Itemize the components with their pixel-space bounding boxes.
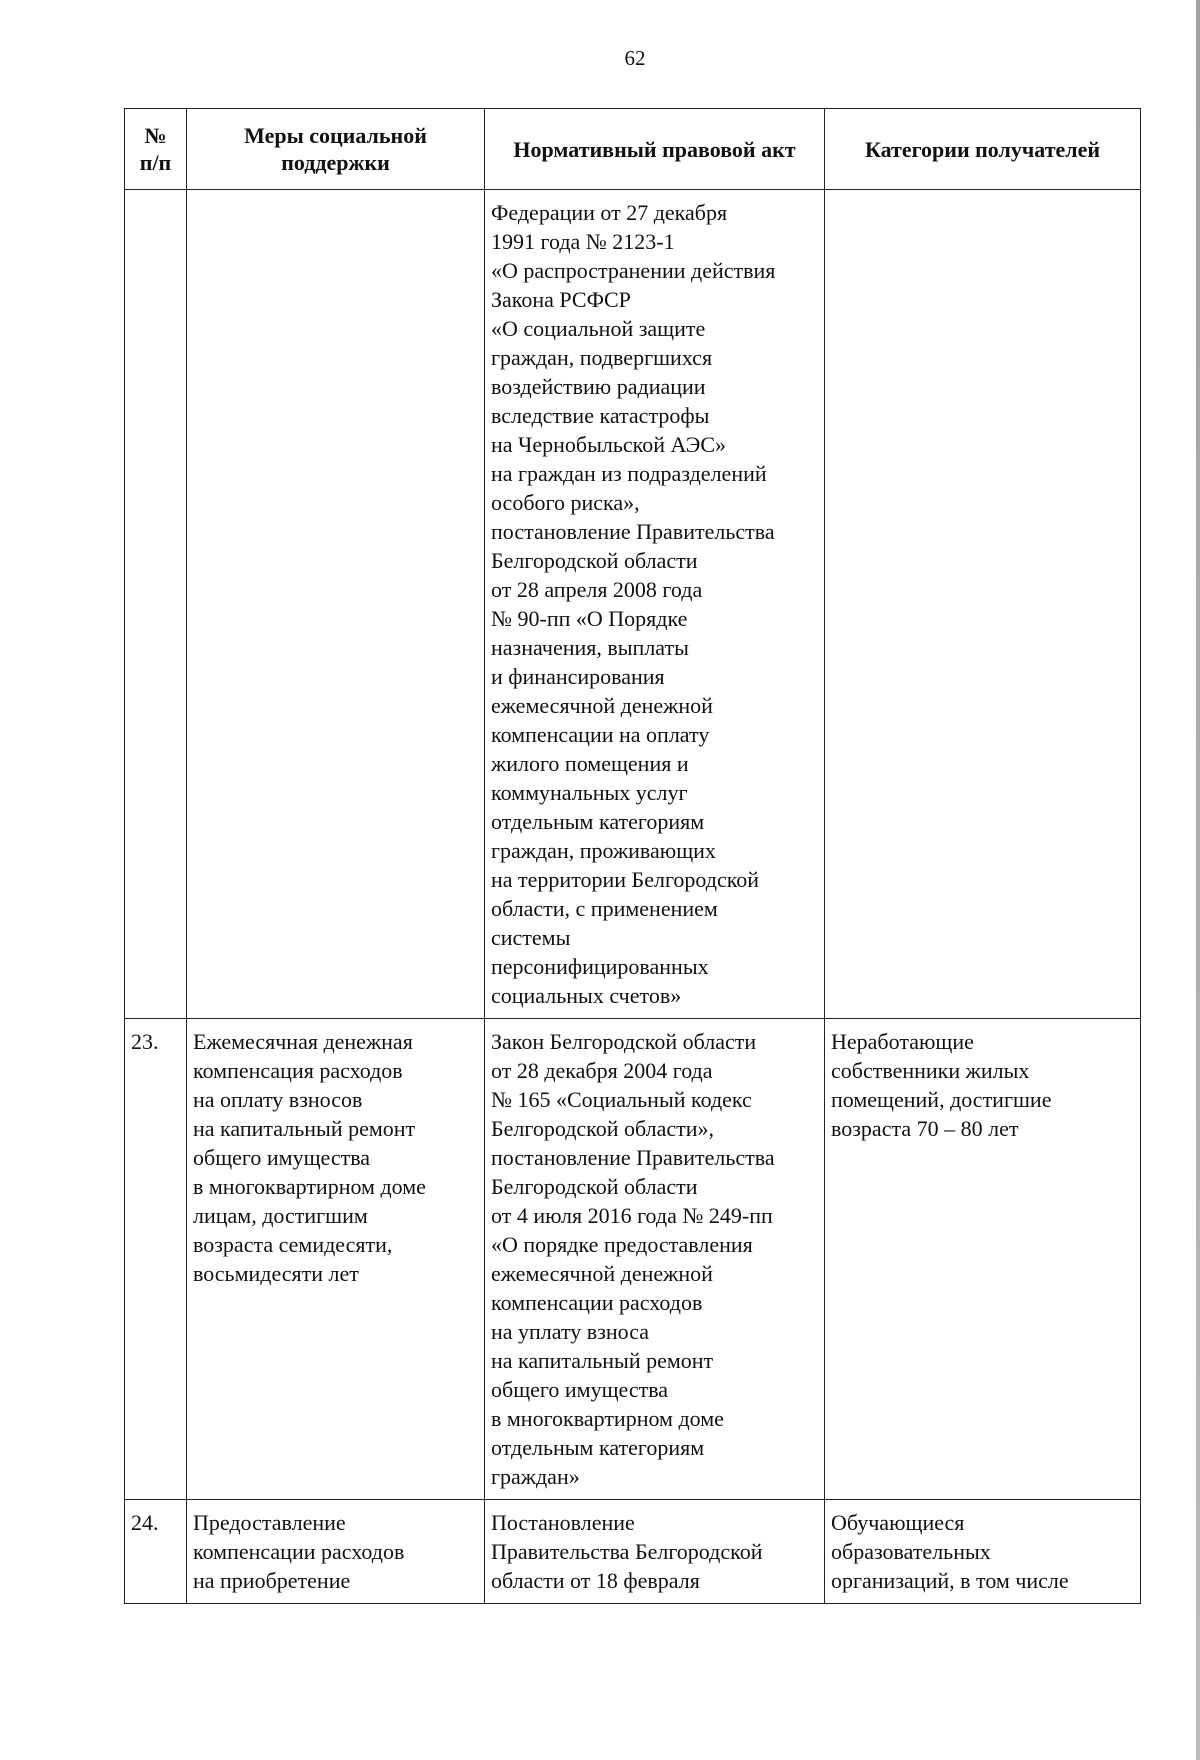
row-legal-act: Постановление Правительства Белгородской области от 18 февраля [485, 1500, 825, 1604]
table-row [125, 1500, 1141, 1604]
header-measures: Меры социальной поддержки [187, 109, 485, 190]
table-row [125, 190, 1141, 1019]
row-legal-act: Закон Белгородской области от 28 декабря 2004 года № 165 «Социальный кодекс Белгородской области», постановление Правительства Белгородской области от 4 июля 2016 года № 249-пп «О порядке предоставления ежемесячной денежной компенсации расходов на уплату взноса на капитальный ремонт общего имущества в многоквартирном доме отдельным категориям граждан» [485, 1019, 825, 1500]
header-number: № п/п [125, 109, 187, 190]
row-recipients: Неработающие собственники жилых помещений, достигшие возраста 70 – 80 лет [825, 1019, 1141, 1500]
header-legal-act: Нормативный правовой акт [485, 109, 825, 190]
row-measure: Предоставление компенсации расходов на приобретение [187, 1500, 485, 1604]
table-row [125, 1019, 1141, 1500]
header-recipients: Категории получателей [825, 109, 1141, 190]
row-number: 23. [125, 1019, 187, 1500]
social-support-table [124, 108, 1141, 1604]
table-header-row [125, 109, 1141, 190]
row-number: 24. [125, 1500, 187, 1604]
row-legal-act: Федерации от 27 декабря 1991 года № 2123-1 «О распространении действия Закона РСФСР «О социальной защите граждан, подвергшихся воздействию радиации вследствие катастрофы на Чернобыльской АЭС» на граждан из подразделений особого риска», постановление Правительства Белгородской области от 28 апреля 2008 года № 90-пп «О Порядке назначения, выплаты и финансирования ежемесячной денежной компенсации на оплату жилого помещения и коммунальных услуг отдельным категориям граждан, проживающих на территории Белгородской области, с применением системы персонифицированных социальных счетов» [485, 190, 825, 1019]
row-measure [187, 190, 485, 1019]
row-recipients: Обучающиеся образовательных организаций, в том числе [825, 1500, 1141, 1604]
row-number [125, 190, 187, 1019]
row-measure: Ежемесячная денежная компенсация расходов на оплату взносов на капитальный ремонт общего имущества в многоквартирном доме лицам, достигшим возраста семидесяти, восьмидесяти лет [187, 1019, 485, 1500]
scan-edge-mark [1196, 0, 1200, 1760]
row-recipients [825, 190, 1141, 1019]
page-number: 62 [624, 46, 646, 70]
